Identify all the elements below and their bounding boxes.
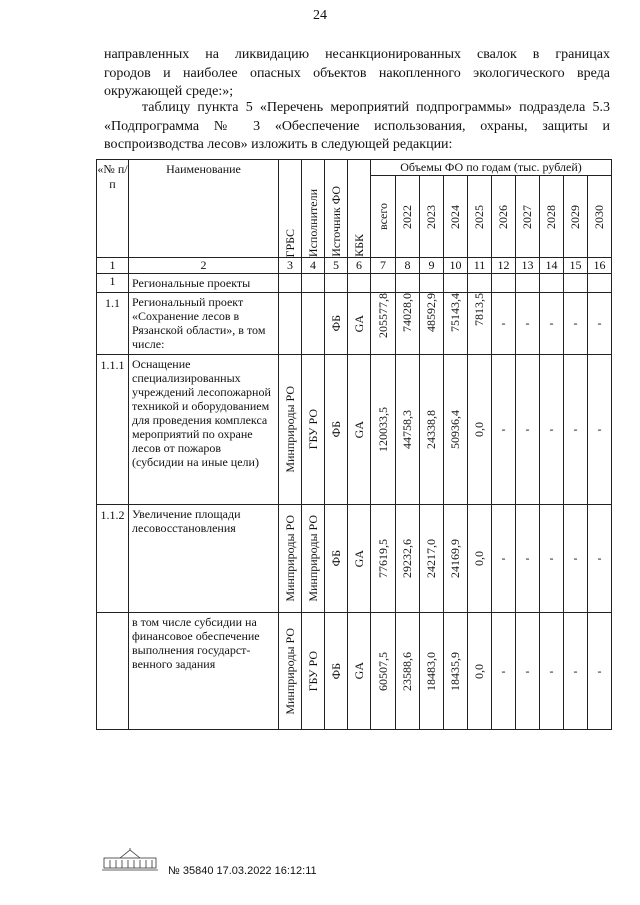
- building-stamp-icon: [100, 846, 160, 872]
- header-volumes: Объемы ФО по годам (тыс. рублей): [371, 160, 612, 176]
- row-year-value: 75143,4: [444, 293, 468, 355]
- row-year-value: 44758,3: [396, 355, 420, 505]
- row-year-value: -: [492, 293, 516, 355]
- row-name: Оснащение специализированных учреждений лесопожарной техникой и оборудованием для проведения комплекса мероприятий по охране лесов от пожаров (субсидии на иные цели): [129, 355, 279, 505]
- column-number: 16: [588, 258, 612, 274]
- row-year-value: 29232,6: [396, 505, 420, 613]
- row-source: ФБ: [325, 355, 348, 505]
- row-executor: [302, 293, 325, 355]
- row-name: в том числе субсидии на финансовое обеспечение выполнения государст-венного задания: [129, 613, 279, 730]
- row-name: Региональные проекты: [129, 274, 279, 293]
- row-kbk: GA: [348, 355, 371, 505]
- column-number: 12: [492, 258, 516, 274]
- row-source: ФБ: [325, 293, 348, 355]
- row-year-value: 0,0: [468, 613, 492, 730]
- row-year-value: 24217,0: [420, 505, 444, 613]
- row-name: Региональный проект «Сохранение лесов в Рязанской области», в том числе:: [129, 293, 279, 355]
- column-number: 15: [564, 258, 588, 274]
- header-source: Источник ФО: [325, 160, 348, 258]
- row-year-value: 7813,5: [468, 293, 492, 355]
- header-year: 2022: [396, 176, 420, 258]
- row-year-value: -: [516, 613, 540, 730]
- column-number: 1: [97, 258, 129, 274]
- header-year: 2026: [492, 176, 516, 258]
- row-year-value: -: [516, 293, 540, 355]
- row-year-value: -: [492, 505, 516, 613]
- table-row: [97, 505, 612, 613]
- page-number: 24: [313, 8, 327, 23]
- row-year-value: -: [564, 355, 588, 505]
- row-executor: ГБУ РО: [302, 613, 325, 730]
- paragraph-intro: [104, 46, 610, 102]
- table-row: [97, 613, 612, 730]
- header-num: «№ п/п: [97, 160, 129, 258]
- row-year-value: 18483,0: [420, 613, 444, 730]
- header-year: 2028: [540, 176, 564, 258]
- row-total: 205577,8: [371, 293, 396, 355]
- paragraph-line: «Подпрограмма № 3 «Обеспечение использования, охраны, защиты и: [104, 118, 610, 134]
- row-year-value: -: [516, 505, 540, 613]
- row-num: 1.1.1: [97, 355, 129, 505]
- row-source: ФБ: [325, 505, 348, 613]
- row-year-value: -: [540, 613, 564, 730]
- row-year-value: 48592,9: [420, 293, 444, 355]
- row-kbk: GA: [348, 613, 371, 730]
- row-year-value: -: [588, 613, 612, 730]
- row-executor: Минприроды РО: [302, 505, 325, 613]
- paragraph-line: городов и наиболее опасных объектов накопленного экологического вреда: [104, 65, 610, 81]
- row-grbs: Минприроды РО: [279, 613, 302, 730]
- row-year-value: 24338,8: [420, 355, 444, 505]
- paragraph-line: направленных на ликвидацию несанкционированных свалок в границах: [104, 47, 610, 62]
- column-number: 14: [540, 258, 564, 274]
- row-year-value: -: [564, 293, 588, 355]
- row-year-value: -: [588, 505, 612, 613]
- row-num: 1: [97, 274, 129, 293]
- header-year: 2024: [444, 176, 468, 258]
- column-number: 13: [516, 258, 540, 274]
- row-year-value: -: [540, 505, 564, 613]
- row-year-value: -: [588, 355, 612, 505]
- column-number: 8: [396, 258, 420, 274]
- row-year-value: 18435,9: [444, 613, 468, 730]
- paragraph-line: воспроизводства лесов» изложить в следующей редакции:: [104, 137, 453, 152]
- row-num: [97, 613, 129, 730]
- row-year-value: -: [564, 505, 588, 613]
- column-number: 6: [348, 258, 371, 274]
- row-year-value: 50936,4: [444, 355, 468, 505]
- row-kbk: GA: [348, 293, 371, 355]
- header-year: 2030: [588, 176, 612, 258]
- measures-table: [96, 159, 612, 730]
- column-number-row: [97, 258, 612, 274]
- table-row: [97, 274, 612, 293]
- column-number: 2: [129, 258, 279, 274]
- column-number: 5: [325, 258, 348, 274]
- header-executors: Исполнители: [302, 160, 325, 258]
- row-kbk: GA: [348, 505, 371, 613]
- header-year: 2029: [564, 176, 588, 258]
- header-name: Наименование: [129, 160, 279, 258]
- document-registration: № 35840 17.03.2022 16:12:11: [168, 865, 317, 877]
- row-grbs: Минприроды РО: [279, 355, 302, 505]
- row-year-value: -: [516, 355, 540, 505]
- row-grbs: Минприроды РО: [279, 505, 302, 613]
- row-total: 60507,5: [371, 613, 396, 730]
- table-row: [97, 293, 612, 355]
- row-num: 1.1: [97, 293, 129, 355]
- row-year-value: -: [492, 355, 516, 505]
- paragraph-instruction: [104, 99, 610, 155]
- paragraph-line: таблицу пункта 5 «Перечень мероприятий подпрограммы» подраздела 5.3: [142, 100, 610, 115]
- row-source: ФБ: [325, 613, 348, 730]
- header-year: 2023: [420, 176, 444, 258]
- column-number: 3: [279, 258, 302, 274]
- row-year-value: 24169,9: [444, 505, 468, 613]
- row-total: 77619,5: [371, 505, 396, 613]
- header-grbs: ГРБС: [279, 160, 302, 258]
- row-year-value: 23588,6: [396, 613, 420, 730]
- row-grbs: [279, 293, 302, 355]
- row-num: 1.1.2: [97, 505, 129, 613]
- column-number: 7: [371, 258, 396, 274]
- column-number: 4: [302, 258, 325, 274]
- row-year-value: -: [540, 293, 564, 355]
- header-year: 2027: [516, 176, 540, 258]
- column-number: 10: [444, 258, 468, 274]
- row-executor: ГБУ РО: [302, 355, 325, 505]
- row-year-value: -: [492, 613, 516, 730]
- row-total: 120033,5: [371, 355, 396, 505]
- row-year-value: 0,0: [468, 505, 492, 613]
- header-year: 2025: [468, 176, 492, 258]
- paragraph-line: окружающей среде:»;: [104, 84, 234, 99]
- row-year-value: -: [588, 293, 612, 355]
- table-row: [97, 355, 612, 505]
- header-total: всего: [371, 176, 396, 258]
- row-name: Увеличение площади лесовосстановления: [129, 505, 279, 613]
- row-year-value: 0,0: [468, 355, 492, 505]
- row-year-value: -: [564, 613, 588, 730]
- column-number: 11: [468, 258, 492, 274]
- header-kbk: КБК: [348, 160, 371, 258]
- row-year-value: 74028,0: [396, 293, 420, 355]
- column-number: 9: [420, 258, 444, 274]
- row-year-value: -: [540, 355, 564, 505]
